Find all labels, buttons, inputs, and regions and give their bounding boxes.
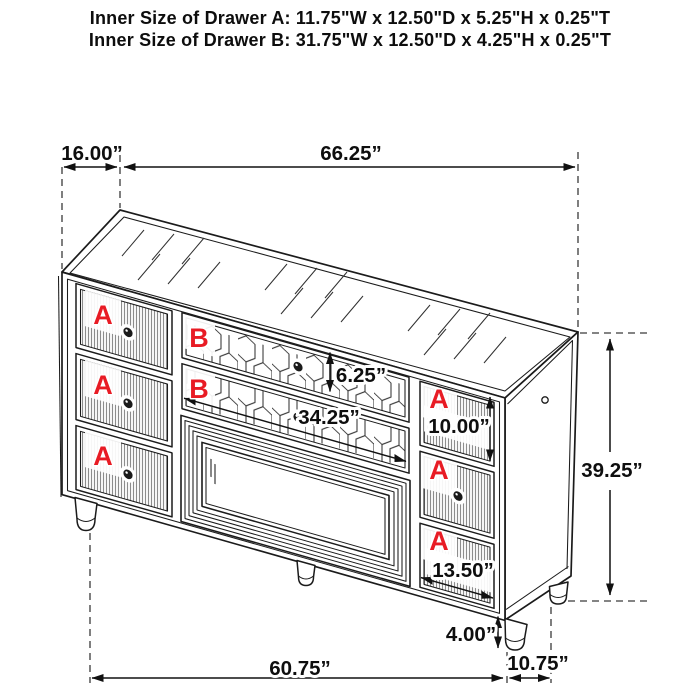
drawer-a-label: A: [93, 300, 113, 330]
drawer-a-label: A: [93, 370, 113, 400]
dim-front-leg-span: 60.75”: [269, 657, 331, 680]
dim-drawer-a-height: 10.00”: [428, 415, 490, 438]
rear-right-leg: [550, 582, 569, 604]
dim-top-depth: 16.00”: [61, 142, 123, 165]
dim-leg-height: 4.00”: [445, 623, 497, 646]
front-right-leg: [505, 619, 527, 651]
drawer-a-label: A: [429, 455, 449, 485]
dim-drawer-a-width: 13.50”: [432, 559, 494, 582]
drawer-a-label: A: [429, 526, 449, 556]
drawer-a-label: A: [93, 441, 113, 471]
drawer-b-label: B: [189, 374, 209, 404]
dim-top-width: 66.25”: [320, 142, 382, 165]
drawer-b-label: B: [189, 323, 209, 353]
drawer-a-size-text: Inner Size of Drawer A: 11.75"W x 12.50"D x 5.25"H x 0.25"T: [89, 8, 611, 28]
drawer-a-label: A: [429, 384, 449, 414]
drawer-b-size-text: Inner Size of Drawer B: 31.75"W x 12.50"D x 4.25"H x 0.25"T: [88, 30, 612, 50]
dim-drawer-b-height: 6.25”: [335, 364, 387, 387]
side-panel-hole: [542, 397, 548, 403]
dim-side-leg-span: 10.75”: [507, 652, 569, 675]
dim-overall-height: 39.25”: [581, 459, 643, 482]
front-middle-leg: [297, 561, 315, 586]
dim-drawer-b-width: 34.25”: [298, 406, 360, 429]
front-left-leg: [75, 498, 97, 531]
